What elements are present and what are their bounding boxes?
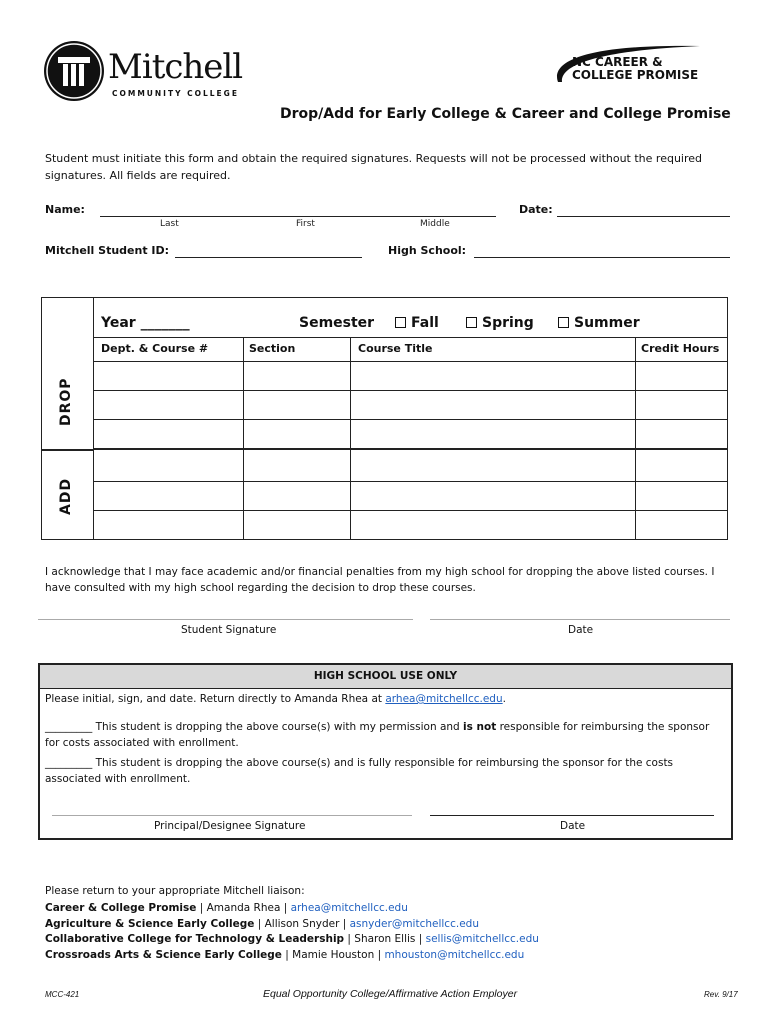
last-sublabel: Last [160, 219, 179, 229]
checkbox-icon [466, 317, 477, 328]
checkbox-icon [558, 317, 569, 328]
table-row[interactable] [93, 510, 728, 511]
form-id: MCC-421 [45, 990, 80, 999]
principal-date-label: Date [560, 820, 586, 832]
drop-section-label: DROP [58, 377, 74, 426]
checkbox-icon [395, 317, 406, 328]
student-id-field[interactable] [175, 257, 362, 258]
date-label: Date: [519, 203, 553, 216]
promise-line2: COLLEGE PROMISE [572, 68, 699, 82]
mitchell-logo-icon [44, 41, 104, 101]
col-credit-hours: Credit Hours [641, 342, 720, 355]
principal-date-field[interactable] [430, 815, 714, 816]
logo-name: Mitchell [108, 47, 243, 87]
name-label: Name: [45, 203, 85, 216]
liaison-intro: Please return to your appropriate Mitchell liaison: [45, 885, 305, 897]
year-field[interactable]: _______ [140, 315, 190, 331]
fall-checkbox[interactable]: Fall [395, 315, 439, 331]
principal-signature-label: Principal/Designee Signature [154, 820, 306, 832]
high-school-field[interactable] [474, 257, 730, 258]
student-signature-field[interactable] [38, 619, 413, 620]
list-item: Agriculture & Science Early College | Allison Snyder | asnyder@mitchellcc.edu [45, 917, 479, 930]
hs-instruction: Please initial, sign, and date. Return directly to Amanda Rhea at arhea@mitchellcc.edu. [45, 693, 506, 705]
liaison-list [45, 901, 539, 964]
promise-line1: NC CAREER & [572, 55, 663, 69]
list-item: Collaborative College for Technology & Leadership | Sharon Ellis | sellis@mitchellcc.edu [45, 933, 539, 946]
student-date-field[interactable] [430, 619, 730, 620]
student-signature-label: Student Signature [181, 624, 277, 636]
logo-subtitle: COMMUNITY COLLEGE [112, 89, 239, 98]
table-row[interactable] [93, 481, 728, 482]
email-link[interactable]: arhea@mitchellcc.edu [290, 902, 408, 914]
acknowledgement-text: I acknowledge that I may face academic and/or financial penalties from my high school for dropping the above listed courses. I have consulted with my high school regarding the decision to drop these courses. [45, 566, 715, 594]
principal-signature-field[interactable] [52, 815, 412, 816]
first-sublabel: First [296, 219, 315, 229]
high-school-box [38, 663, 733, 840]
list-item: Career & College Promise | Amanda Rhea | arhea@mitchellcc.edu [45, 902, 408, 914]
initial-field[interactable]: _________ [45, 721, 93, 733]
intro-text: Student must initiate this form and obtain the required signatures. Requests will not be processed without the required signatures. All fields are required. [45, 152, 702, 182]
name-field[interactable] [100, 216, 496, 217]
revision: Rev. 9/17 [704, 990, 738, 999]
col-section: Section [249, 342, 296, 355]
semester-label: Semester [299, 315, 375, 331]
email-link[interactable]: mhouston@mitchellcc.edu [384, 949, 525, 962]
initial-field[interactable]: _________ [45, 757, 93, 769]
col-course-title: Course Title [358, 342, 433, 355]
table-row[interactable] [93, 419, 728, 420]
eoe-statement: Equal Opportunity College/Affirmative Action Employer [263, 988, 518, 1000]
spring-checkbox[interactable]: Spring [466, 315, 534, 331]
hs-option-not-responsible: _________ This student is dropping the above course(s) with my permission and is not responsible for reimbursing the sponsor for costs associated with enrollment. [45, 721, 710, 749]
date-field[interactable] [557, 216, 730, 217]
email-link[interactable]: sellis@mitchellcc.edu [425, 933, 539, 946]
table-row[interactable] [93, 390, 728, 391]
year-label: Year _______ [101, 315, 190, 331]
student-id-label: Mitchell Student ID: [45, 244, 170, 257]
table-row[interactable] [93, 448, 728, 450]
page-title: Drop/Add for Early College & Career and College Promise [280, 106, 731, 122]
middle-sublabel: Middle [420, 219, 450, 229]
hs-option-responsible: _________ This student is dropping the above course(s) and is fully responsible for reimbursing the sponsor for the costs associated with enrollment. [45, 757, 674, 785]
email-link[interactable]: asnyder@mitchellcc.edu [349, 917, 479, 930]
nc-promise-logo [550, 42, 730, 86]
student-date-label: Date [568, 624, 594, 636]
summer-checkbox[interactable]: Summer [558, 315, 640, 331]
list-item: Crossroads Arts & Science Early College | Mamie Houston | mhouston@mitchellcc.edu [45, 949, 525, 962]
high-school-label: High School: [388, 244, 467, 257]
col-dept-course: Dept. & Course # [101, 342, 209, 355]
high-school-box-title: HIGH SCHOOL USE ONLY [40, 665, 731, 689]
add-section-label: ADD [58, 477, 74, 515]
hs-email-link[interactable]: arhea@mitchellcc.edu [385, 693, 503, 705]
